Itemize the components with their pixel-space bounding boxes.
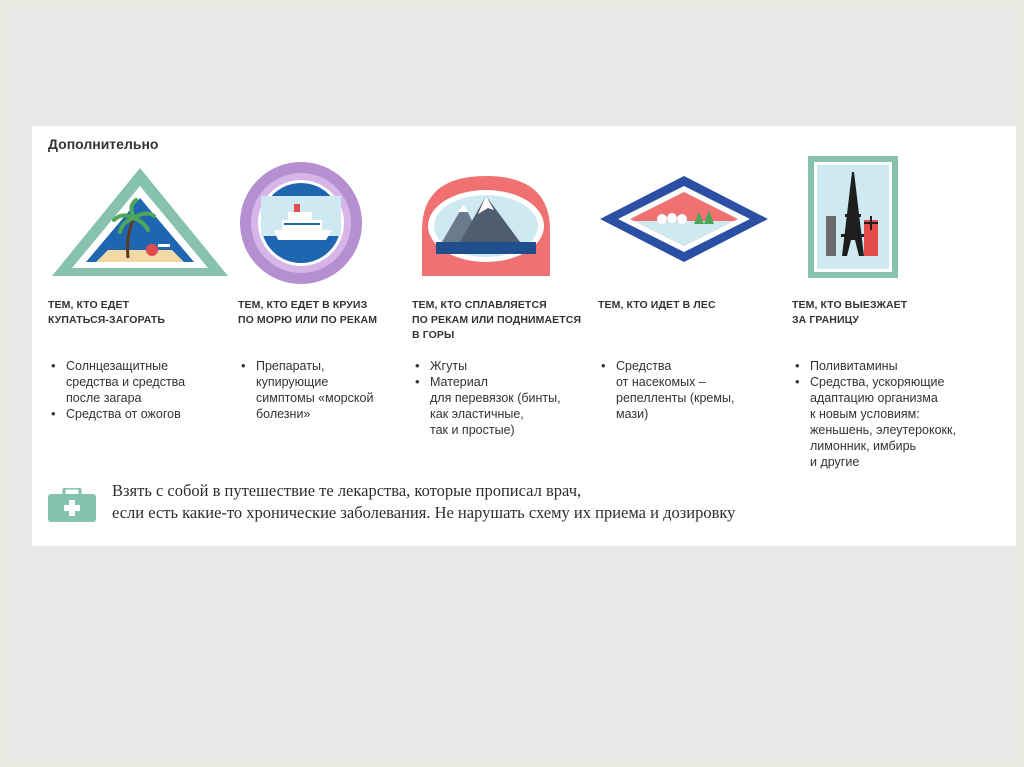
column-title: ТЕМ, КТО ЕДЕТ В КРУИЗ ПО МОРЮ ИЛИ ПО РЕКАМ <box>238 299 378 326</box>
list-item: • Средства от ожогов <box>48 406 238 422</box>
list-item: • Материал для перевязок (бинты, как эластичные, так и простые) <box>412 374 602 438</box>
column-title: ТЕМ, КТО ВЫЕЗЖАЕТ ЗА ГРАНИЦУ <box>792 299 908 326</box>
list-item: • Средства, ускоряющие адаптацию организма к новым условиям: женьшень, элеутерококк, лимонник, имбирь и другие <box>792 374 982 470</box>
list-item: • Жгуты <box>412 358 602 374</box>
slide <box>8 8 1016 759</box>
note-text <box>112 480 735 524</box>
section-heading: Дополнительно <box>48 136 159 152</box>
cruise-ship-circle-icon <box>238 160 364 286</box>
mountains-oval-icon <box>412 170 560 278</box>
content-card <box>32 126 1016 546</box>
eiffel-tower-stamp-icon <box>808 156 898 278</box>
item-list <box>792 358 982 470</box>
item-list <box>412 358 602 438</box>
list-item: • Средства от насекомых – репелленты (кремы, мази) <box>598 358 788 422</box>
forest-diamond-icon <box>598 174 770 264</box>
column-title: ТЕМ, КТО ЕДЕТ КУПАТЬСЯ-ЗАГОРАТЬ <box>48 299 166 326</box>
column-title: ТЕМ, КТО ИДЕТ В ЛЕС <box>598 299 716 311</box>
item-list <box>238 358 428 422</box>
first-aid-kit-icon <box>48 488 96 522</box>
beach-triangle-icon <box>48 164 232 282</box>
note-line: если есть какие-то хронические заболевания. Не нарушать схему их приема и дозировку <box>112 503 736 522</box>
list-item: • Препараты, купирующие симптомы «морской болезни» <box>238 358 428 422</box>
column-title: ТЕМ, КТО СПЛАВЛЯЕТСЯ ПО РЕКАМ ИЛИ ПОДНИМАЕТСЯ В ГОРЫ <box>412 299 582 341</box>
list-item: • Поливитамины <box>792 358 982 374</box>
doctor-note <box>48 480 1008 534</box>
item-list <box>48 358 238 422</box>
list-item: • Солнцезащитные средства и средства после загара <box>48 358 238 406</box>
item-list <box>598 358 788 422</box>
note-line: Взять с собой в путешествие те лекарства, которые прописал врач, <box>112 481 582 500</box>
